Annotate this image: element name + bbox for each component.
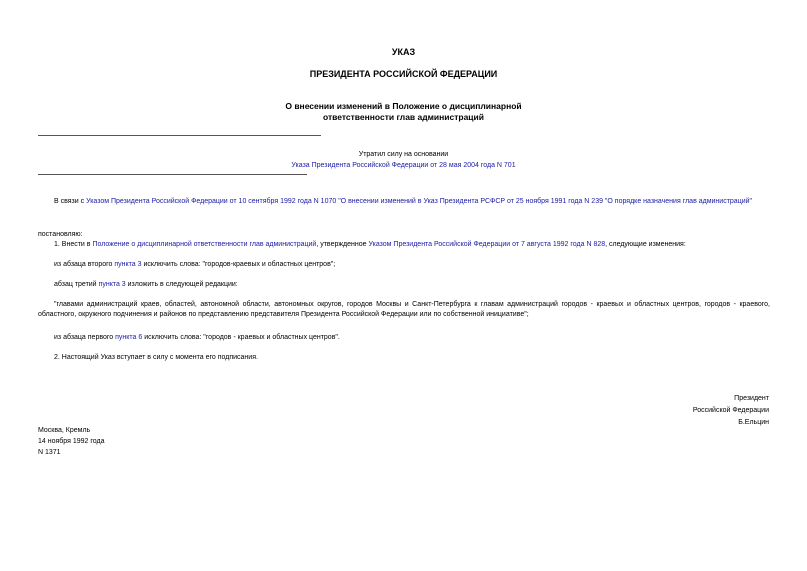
top-divider [38,135,321,136]
decree-828-link[interactable]: Указом Президента Российской Федерации от 7 августа 1992 года N 828 [368,241,606,248]
decree-1070-link[interactable]: Указом Президента Российской Федерации от 10 сентября 1992 года N 1070 "О внесении изменений в Указ Президента РСФСР от 25 ноября 1991 года N 239 "О порядке назначения глав администраций" [86,198,753,205]
regulation-link[interactable]: Положение о дисциплинарной ответственности глав администраций [92,241,317,248]
signature-name: Б.Ельцин [738,419,769,426]
document-title: УКАЗ [391,47,416,57]
sub-item-1 [38,260,770,270]
sub-item-2-text-b: изложить в следующей редакции: [125,281,238,288]
place-city: Москва, Кремль [38,427,91,434]
document-issuer: ПРЕЗИДЕНТА РОССИЙСКОЙ ФЕДЕРАЦИИ [309,69,498,79]
document-subject [0,101,807,123]
bottom-divider [38,174,307,175]
signature-title: Президент [734,395,769,402]
status-block [0,149,807,171]
sub-item-4 [38,333,770,343]
sub-item-4-text-b: исключить слова: "городов - краевых и областных центров". [142,334,340,341]
sub-item-3: "главами администраций краев, областей, автономной области, автономных округов, городов Москвы и Санкт-Петербурга к главам администраций городов - краевых и областных центров, городов - краевого, областного, окружного подчинения и районов по представлению представителя Президента Российской Федерации или по собственной инициативе"; [38,301,770,318]
signature-block [693,393,769,429]
signature-org: Российской Федерации [692,407,769,414]
basis-decree-link[interactable]: Указа Президента Российской Федерации от 28 мая 2004 года N 701 [291,162,516,169]
decree-word: постановляю: [38,231,83,238]
decree-number: N 1371 [38,449,61,456]
point-6-link[interactable]: пункта 6 [115,334,143,341]
lost-force-text: Утратил силу на основании [358,151,449,158]
preamble-paragraph [38,197,770,207]
subject-line-1: О внесении изменений в Положение о дисциплинарной [285,101,522,111]
item-2: 2. Настоящий Указ вступает в силу с момента его подписания. [54,354,258,361]
point-3-link-b[interactable]: пункта 3 [98,281,126,288]
item-1-text-c: , следующие изменения: [605,241,686,248]
sub-item-2-text-a: абзац третий [54,281,99,288]
issue-date: 14 ноября 1992 года [38,438,105,445]
sub-item-1-text-a: из абзаца второго [54,261,115,268]
sub-item-4-text-a: из абзаца первого [54,334,116,341]
point-3-link-a[interactable]: пункта 3 [114,261,142,268]
sub-item-1-text-b: исключить слова: "городов-краевых и областных центров"; [141,261,336,268]
item-1-text-b: , утвержденное [316,241,369,248]
preamble-text: В связи с [54,198,87,205]
item-1-text-a: 1. Внести в [54,241,93,248]
place-date-block [38,425,104,458]
item-1 [38,240,770,250]
sub-item-2 [38,280,770,290]
subject-line-2: ответственности глав администраций [322,112,484,122]
